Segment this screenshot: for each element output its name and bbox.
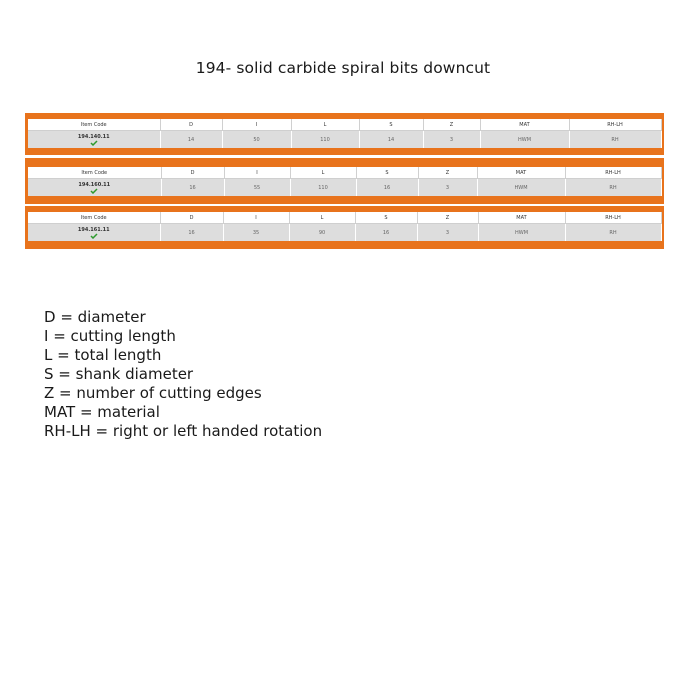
legend-item-mat: MAT = material bbox=[44, 403, 160, 421]
value-s: 16 bbox=[356, 179, 418, 197]
value-z: 3 bbox=[418, 179, 477, 197]
header-z: Z bbox=[417, 212, 478, 224]
table-header-row bbox=[28, 167, 661, 179]
value-mat: HWM bbox=[480, 131, 569, 149]
product-table-2 bbox=[25, 158, 664, 204]
header-l: L bbox=[289, 212, 355, 224]
value-mat: HWM bbox=[478, 224, 565, 242]
header-mat: MAT bbox=[480, 119, 569, 131]
header-l: L bbox=[290, 167, 356, 179]
value-d: 16 bbox=[160, 224, 223, 242]
header-s: S bbox=[355, 212, 417, 224]
header-i: I bbox=[222, 119, 291, 131]
value-l: 110 bbox=[290, 179, 356, 197]
header-l: L bbox=[291, 119, 359, 131]
value-l: 90 bbox=[289, 224, 355, 242]
header-s: S bbox=[356, 167, 418, 179]
value-mat: HWM bbox=[477, 179, 565, 197]
value-l: 110 bbox=[291, 131, 359, 149]
item-code[interactable]: 194.160.11 bbox=[78, 181, 111, 188]
header-rh-lh: RH-LH bbox=[569, 119, 661, 131]
header-rh-lh: RH-LH bbox=[565, 167, 661, 179]
product-table-3 bbox=[25, 206, 664, 249]
header-z: Z bbox=[423, 119, 480, 131]
product-table-1 bbox=[25, 113, 664, 155]
legend-item-s: S = shank diameter bbox=[44, 365, 194, 383]
header-item-code: Item Code bbox=[28, 167, 161, 179]
check-icon bbox=[90, 188, 98, 194]
header-mat: MAT bbox=[477, 167, 565, 179]
item-code[interactable]: 194.161.11 bbox=[77, 226, 110, 233]
check-icon bbox=[90, 233, 98, 239]
header-i: I bbox=[223, 212, 289, 224]
check-icon bbox=[90, 140, 98, 146]
item-code[interactable]: 194.140.11 bbox=[77, 133, 110, 140]
legend-item-rh-lh: RH-LH = right or left handed rotation bbox=[44, 422, 323, 440]
spec-table bbox=[28, 119, 662, 148]
header-d: D bbox=[160, 212, 223, 224]
header-item-code: Item Code bbox=[28, 119, 160, 131]
header-d: D bbox=[160, 119, 222, 131]
table-row bbox=[28, 179, 661, 197]
value-s: 16 bbox=[355, 224, 417, 242]
header-mat: MAT bbox=[478, 212, 565, 224]
header-z: Z bbox=[418, 167, 477, 179]
value-i: 50 bbox=[222, 131, 291, 149]
value-rh-lh: RH bbox=[565, 179, 661, 197]
spec-table bbox=[28, 212, 662, 241]
header-rh-lh: RH-LH bbox=[565, 212, 661, 224]
header-item-code: Item Code bbox=[28, 212, 160, 224]
item-code-cell bbox=[28, 224, 160, 242]
value-z: 3 bbox=[423, 131, 480, 149]
value-s: 14 bbox=[359, 131, 423, 149]
table-header-row bbox=[28, 119, 661, 131]
table-row bbox=[28, 131, 661, 149]
value-d: 14 bbox=[160, 131, 222, 149]
header-s: S bbox=[359, 119, 423, 131]
item-code-cell bbox=[28, 131, 160, 149]
table-row bbox=[28, 224, 661, 242]
item-code-cell bbox=[28, 179, 161, 197]
value-rh-lh: RH bbox=[569, 131, 661, 149]
legend-item-d: D = diameter bbox=[44, 308, 146, 326]
value-z: 3 bbox=[417, 224, 478, 242]
header-i: I bbox=[224, 167, 290, 179]
legend-item-i: I = cutting length bbox=[44, 327, 176, 345]
abbreviation-legend bbox=[44, 308, 322, 441]
value-rh-lh: RH bbox=[565, 224, 661, 242]
value-i: 55 bbox=[224, 179, 290, 197]
header-d: D bbox=[161, 167, 224, 179]
page-title: 194- solid carbide spiral bits downcut bbox=[195, 59, 491, 77]
legend-item-l: L = total length bbox=[44, 346, 162, 364]
value-i: 35 bbox=[223, 224, 289, 242]
legend-item-z: Z = number of cutting edges bbox=[44, 384, 262, 402]
value-d: 16 bbox=[161, 179, 224, 197]
table-header-row bbox=[28, 212, 661, 224]
spec-table bbox=[28, 167, 662, 196]
